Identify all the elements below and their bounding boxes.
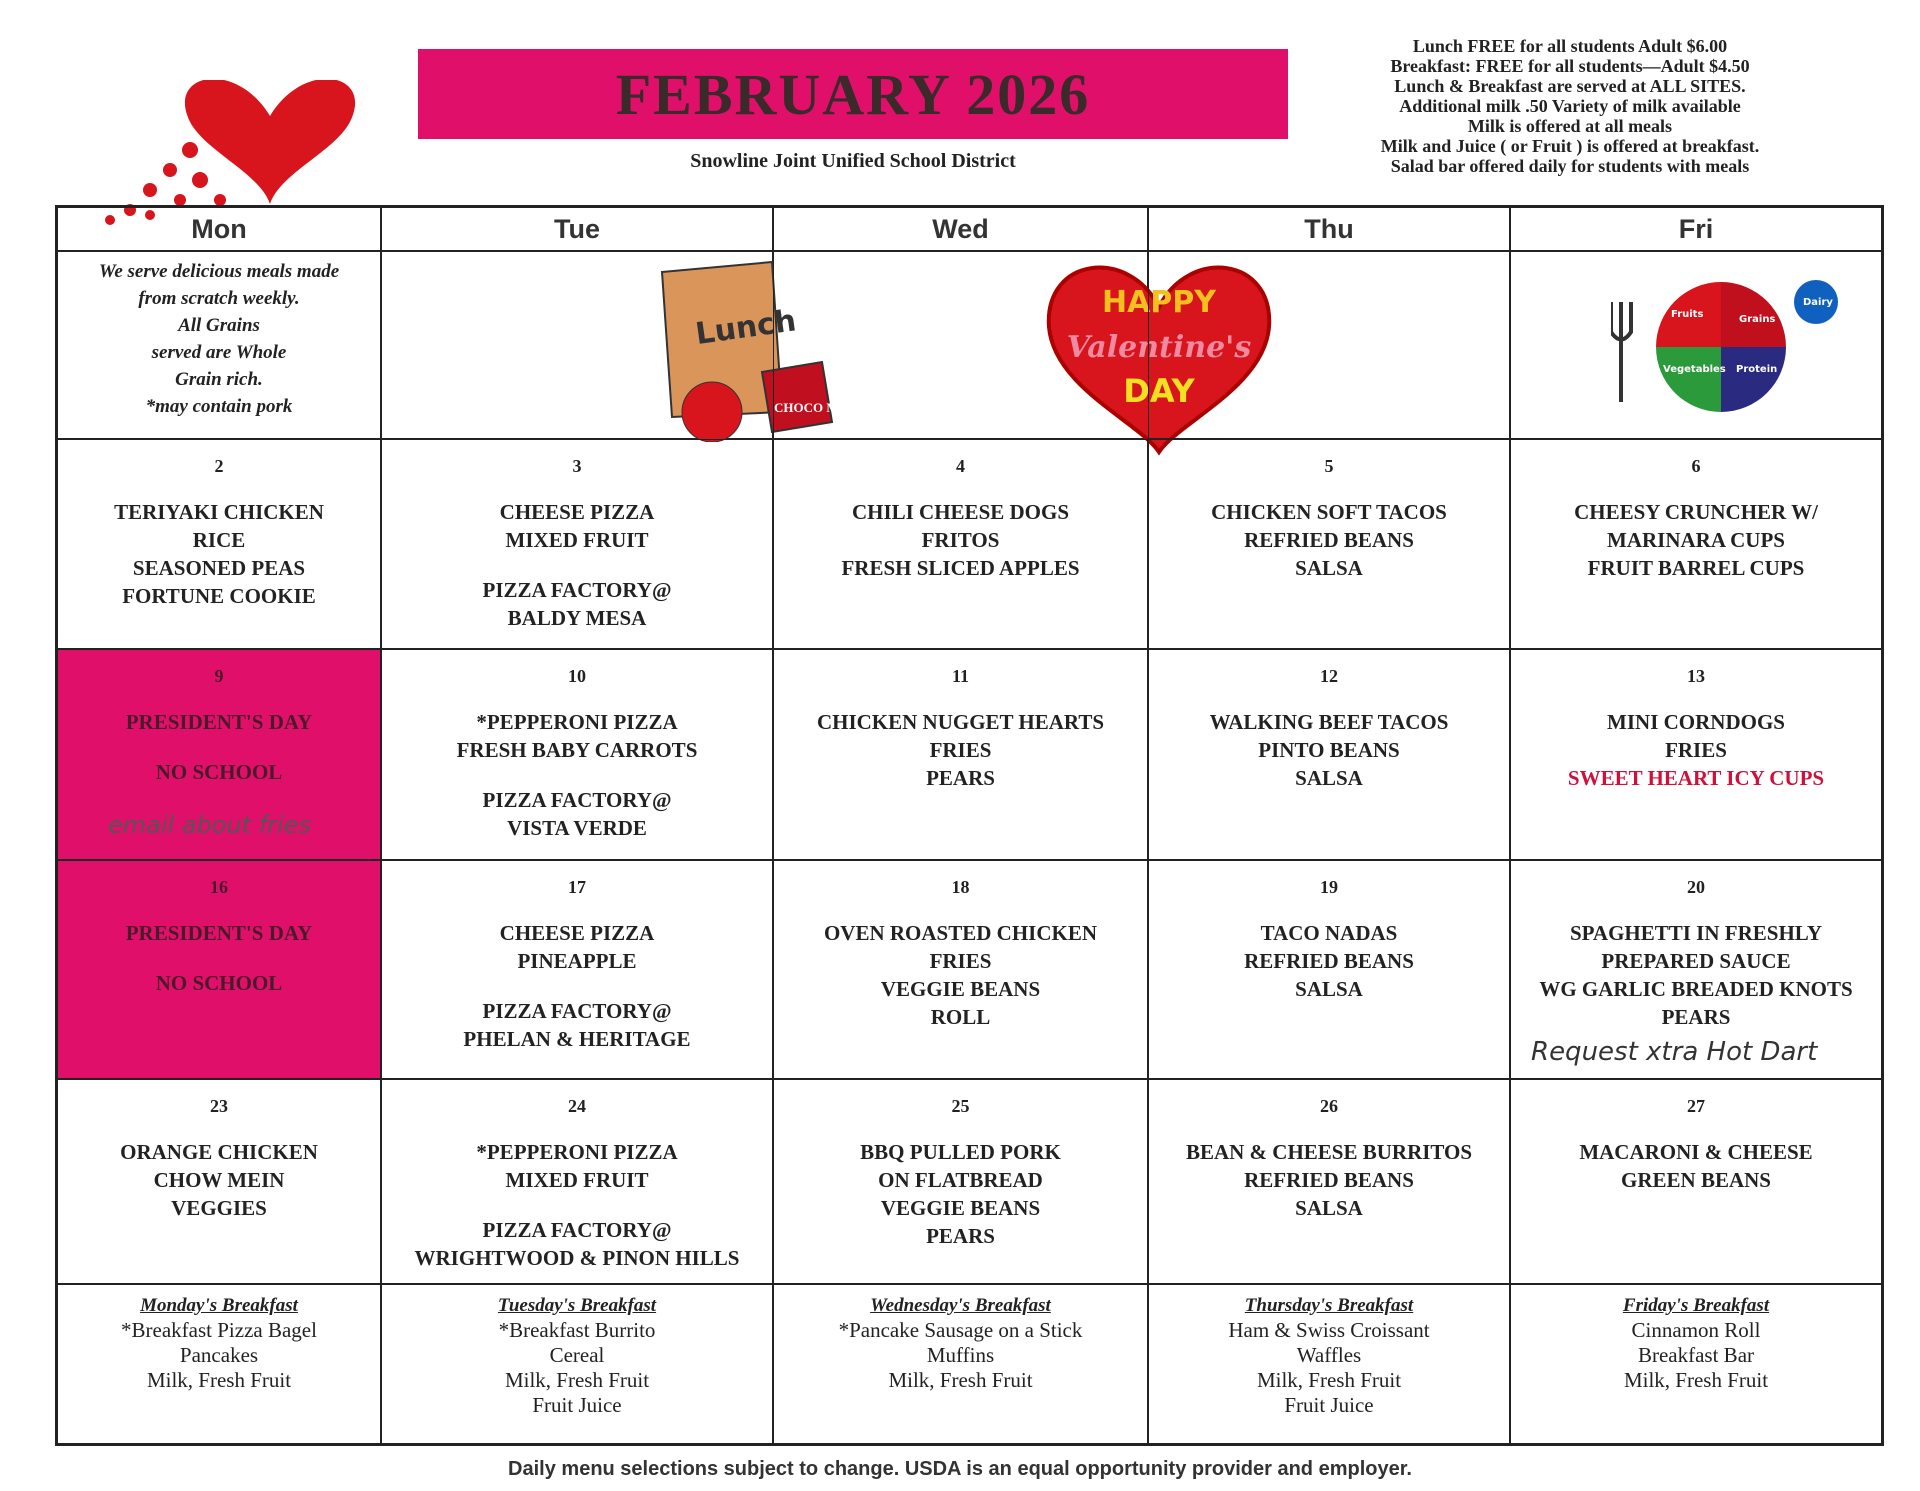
- menu-item: CHILI CHEESE DOGS: [851, 500, 1070, 524]
- date-number: 2: [214, 456, 224, 476]
- menu-item: ORANGE CHICKEN: [120, 1140, 318, 1164]
- menu-item: CHEESE PIZZA: [499, 500, 655, 524]
- menu-item: CHEESE PIZZA: [499, 921, 655, 945]
- breakfast-title: Thursday's Breakfast: [1244, 1295, 1414, 1316]
- menu-item: RICE: [192, 528, 246, 552]
- menu-item: PIZZA FACTORY@: [482, 999, 672, 1023]
- date-number: 27: [1687, 1096, 1705, 1116]
- breakfast-item: Milk, Fresh Fruit: [1256, 1368, 1402, 1392]
- menu-item: [382, 764, 772, 786]
- day-cell-9: [57, 649, 381, 860]
- menu-item: CHOW MEIN: [153, 1168, 285, 1192]
- date-number: 10: [568, 666, 586, 686]
- empty-cell: [1148, 251, 1510, 439]
- breakfast-title: Wednesday's Breakfast: [870, 1295, 1051, 1316]
- svg-text:Dairy: Dairy: [1803, 297, 1833, 308]
- info-line: Lunch & Breakfast are served at ALL SITES.: [1394, 76, 1746, 96]
- menu-item: WRIGHTWOOD & PINON HILLS: [414, 1246, 740, 1270]
- breakfast-title: Tuesday's Breakfast: [497, 1295, 657, 1316]
- menu-item: SALSA: [1295, 1196, 1363, 1220]
- svg-text:Fruits: Fruits: [1671, 309, 1704, 320]
- menu-item: [58, 947, 380, 969]
- breakfast-item: Muffins: [926, 1343, 995, 1367]
- breakfast-item: Milk, Fresh Fruit: [888, 1368, 1033, 1392]
- date-number: 18: [951, 877, 970, 897]
- menu-item: FRESH SLICED APPLES: [841, 556, 1080, 580]
- menu-item: REFRIED BEANS: [1244, 528, 1414, 552]
- menu-item: PRESIDENT'S DAY: [125, 921, 313, 945]
- day-cell-4: [773, 439, 1148, 649]
- day-cell-18: [773, 860, 1148, 1079]
- menu-item: SEASONED PEAS: [132, 556, 306, 580]
- date-number: 20: [1687, 877, 1705, 897]
- menu-item: FRIES: [929, 949, 992, 973]
- info-line: Salad bar offered daily for students with meals: [1390, 156, 1750, 176]
- date-number: 25: [951, 1096, 970, 1116]
- menu-item: ON FLATBREAD: [878, 1168, 1043, 1192]
- menu-item: [382, 1194, 772, 1216]
- menu-item: FRESH BABY CARROTS: [456, 738, 698, 762]
- menu-item: BBQ PULLED PORK: [860, 1140, 1061, 1164]
- breakfast-title: Friday's Breakfast: [1622, 1295, 1770, 1316]
- breakfast-item: *Breakfast Pizza Bagel: [121, 1318, 317, 1342]
- menu-item: MINI CORNDOGS: [1607, 710, 1785, 734]
- menu-item: WALKING BEEF TACOS: [1209, 710, 1449, 734]
- menu-item: PIZZA FACTORY@: [482, 1218, 672, 1242]
- breakfast-item: *Breakfast Burrito: [498, 1318, 656, 1342]
- svg-text:HAPPY: HAPPY: [1101, 285, 1217, 320]
- myplate-cell: [1510, 251, 1882, 439]
- breakfast-item: Milk, Fresh Fruit: [1623, 1368, 1769, 1392]
- handwritten-note: email about fries: [108, 811, 311, 839]
- valentine-art-cell: [773, 251, 1252, 439]
- menu-item: SWEET HEART ICY CUPS: [1567, 766, 1825, 790]
- menu-item: REFRIED BEANS: [1244, 1168, 1414, 1192]
- myplate-icon: [1611, 272, 1851, 422]
- menu-item: CHEESY CRUNCHER W/: [1574, 500, 1818, 524]
- menu-item: REFRIED BEANS: [1244, 949, 1414, 973]
- day-cell-16: [57, 860, 381, 1079]
- menu-item: GREEN BEANS: [1621, 1168, 1771, 1192]
- date-number: 11: [951, 666, 969, 686]
- breakfast-item: *Pancake Sausage on a Stick: [838, 1318, 1083, 1342]
- breakfast-cell: [57, 1284, 381, 1444]
- intro-line: served are Whole: [151, 342, 287, 363]
- menu-item: PINEAPPLE: [517, 949, 637, 973]
- date-number: 16: [210, 877, 228, 897]
- menu-item: MIXED FRUIT: [505, 1168, 649, 1192]
- date-number: 6: [1691, 456, 1701, 476]
- menu-item: FRITOS: [921, 528, 1000, 552]
- menu-item: PIZZA FACTORY@: [482, 788, 672, 812]
- menu-item: [382, 554, 772, 576]
- menu-item: SPAGHETTI IN FRESHLY: [1569, 921, 1823, 945]
- date-number: 13: [1687, 666, 1705, 686]
- intro-line: We serve delicious meals made: [98, 261, 340, 282]
- day-cell-27: [1510, 1079, 1882, 1284]
- menu-item: OVEN ROASTED CHICKEN: [823, 921, 1098, 945]
- menu-item: *PEPPERONI PIZZA: [476, 1140, 678, 1164]
- date-number: 4: [956, 456, 965, 476]
- intro-line: from scratch weekly.: [138, 288, 300, 309]
- menu-item: PEARS: [1661, 1005, 1731, 1029]
- menu-item: MARINARA CUPS: [1607, 528, 1785, 552]
- pricing-info: [1370, 36, 1770, 176]
- menu-item: VEGGIE BEANS: [880, 1196, 1041, 1220]
- menu-item: FRIES: [929, 738, 992, 762]
- lunch-art-cell: [381, 251, 863, 439]
- menu-item: MIXED FRUIT: [505, 528, 649, 552]
- svg-text:Lunch: Lunch: [693, 303, 799, 353]
- svg-text:Valentine's: Valentine's: [1066, 330, 1252, 365]
- day-cell-6: [1510, 439, 1882, 649]
- svg-text:Grains: Grains: [1739, 314, 1776, 325]
- date-number: 23: [210, 1096, 228, 1116]
- menu-item: VEGGIE BEANS: [880, 977, 1041, 1001]
- breakfast-title: Monday's Breakfast: [140, 1295, 298, 1316]
- day-cell-24: [381, 1079, 773, 1284]
- breakfast-item: Milk, Fresh Fruit: [504, 1368, 650, 1392]
- page-title: FEBRUARY 2026: [615, 61, 1091, 127]
- menu-item: SALSA: [1295, 977, 1363, 1001]
- breakfast-cell: [773, 1284, 1148, 1444]
- day-cell-11: [773, 649, 1148, 860]
- menu-item: PREPARED SAUCE: [1601, 949, 1791, 973]
- day-header-tue: Tue: [381, 207, 773, 251]
- day-header-wed: Wed: [773, 207, 1148, 251]
- menu-item: PEARS: [926, 766, 995, 790]
- day-cell-13: [1510, 649, 1882, 860]
- breakfast-cell: [1148, 1284, 1510, 1444]
- day-cell-25: [773, 1079, 1148, 1284]
- menu-item: ROLL: [930, 1005, 991, 1029]
- menu-item: SALSA: [1295, 556, 1363, 580]
- menu-item: SALSA: [1295, 766, 1363, 790]
- day-cell-12: [1148, 649, 1510, 860]
- intro-line: *may contain pork: [145, 396, 293, 417]
- menu-item: [58, 736, 380, 758]
- day-cell-20: [1510, 860, 1882, 1079]
- menu-item: PRESIDENT'S DAY: [125, 710, 313, 734]
- day-cell-26: [1148, 1079, 1510, 1284]
- info-line: Additional milk .50 Variety of milk available: [1399, 96, 1741, 116]
- day-cell-3: [381, 439, 773, 649]
- menu-item: PEARS: [926, 1224, 995, 1248]
- menu-calendar: [55, 205, 1884, 1446]
- info-line: Breakfast: FREE for all students—Adult $4.50: [1390, 56, 1750, 76]
- menu-item: PINTO BEANS: [1258, 738, 1400, 762]
- day-cell-17: [381, 860, 773, 1079]
- menu-item: VEGGIES: [171, 1196, 267, 1220]
- breakfast-item: Cinnamon Roll: [1631, 1318, 1761, 1342]
- menu-item: BEAN & CHEESE BURRITOS: [1185, 1140, 1473, 1164]
- date-number: 12: [1320, 666, 1338, 686]
- day-cell-23: [57, 1079, 381, 1284]
- menu-item: TACO NADAS: [1260, 921, 1398, 945]
- breakfast-item: Fruit Juice: [1284, 1393, 1374, 1417]
- breakfast-item: Pancakes: [179, 1343, 259, 1367]
- day-header-fri: Fri: [1510, 207, 1882, 251]
- day-cell-10: [381, 649, 773, 860]
- breakfast-item: Fruit Juice: [532, 1393, 622, 1417]
- menu-item: [382, 975, 772, 997]
- date-number: 17: [568, 877, 586, 897]
- intro-line: All Grains: [178, 315, 260, 336]
- menu-item: WG GARLIC BREADED KNOTS: [1539, 977, 1853, 1001]
- handwritten-note: Request xtra Hot Dart: [1531, 1037, 1818, 1067]
- date-number: 19: [1320, 877, 1338, 897]
- footer-disclaimer: Daily menu selections subject to change. USDA is an equal opportunity provider and employer.: [508, 1458, 1412, 1480]
- day-cell-2: [57, 439, 381, 649]
- breakfast-cell: [381, 1284, 773, 1444]
- menu-item: CHICKEN NUGGET HEARTS: [816, 710, 1105, 734]
- title-banner: [418, 49, 1288, 139]
- date-number: 3: [572, 456, 582, 476]
- svg-text:Protein: Protein: [1736, 364, 1778, 375]
- svg-text:DAY: DAY: [1123, 372, 1195, 410]
- menu-item: MACARONI & CHEESE: [1579, 1140, 1813, 1164]
- menu-item: *PEPPERONI PIZZA: [476, 710, 678, 734]
- breakfast-item: Cereal: [549, 1343, 605, 1367]
- day-header-thu: Thu: [1148, 207, 1510, 251]
- day-cell-5: [1148, 439, 1510, 649]
- breakfast-item: Milk, Fresh Fruit: [146, 1368, 292, 1392]
- date-number: 5: [1324, 456, 1334, 476]
- info-line: Lunch FREE for all students Adult $6.00: [1412, 36, 1728, 56]
- date-number: 26: [1320, 1096, 1338, 1116]
- breakfast-item: Ham & Swiss Croissant: [1228, 1318, 1430, 1342]
- menu-item: NO SCHOOL: [155, 971, 283, 995]
- breakfast-item: Waffles: [1296, 1343, 1362, 1367]
- district-name: Snowline Joint Unified School District: [690, 150, 1016, 172]
- breakfast-item: Breakfast Bar: [1637, 1343, 1755, 1367]
- info-line: Milk and Juice ( or Fruit ) is offered at breakfast.: [1380, 136, 1760, 156]
- day-header-mon: Mon: [57, 207, 381, 251]
- date-number: 24: [568, 1096, 586, 1116]
- menu-item: TERIYAKI CHICKEN: [114, 500, 324, 524]
- menu-item: FRUIT BARREL CUPS: [1587, 556, 1805, 580]
- intro-line: Grain rich.: [175, 369, 263, 390]
- date-number: 9: [214, 666, 224, 686]
- menu-item: PHELAN & HERITAGE: [463, 1027, 691, 1051]
- menu-item: VISTA VERDE: [507, 816, 647, 840]
- intro-note: [57, 251, 381, 439]
- breakfast-cell: [1510, 1284, 1882, 1444]
- menu-item: NO SCHOOL: [155, 760, 283, 784]
- menu-item: CHICKEN SOFT TACOS: [1211, 500, 1447, 524]
- menu-item: BALDY MESA: [507, 606, 647, 630]
- menu-item: PIZZA FACTORY@: [482, 578, 672, 602]
- info-line: Milk is offered at all meals: [1467, 116, 1673, 136]
- svg-text:CHOCO MILK: CHOCO MILK: [774, 400, 863, 415]
- svg-text:Vegetables: Vegetables: [1663, 364, 1726, 375]
- menu-item: FRIES: [1665, 738, 1727, 762]
- menu-item: FORTUNE COOKIE: [122, 584, 316, 608]
- day-cell-19: [1148, 860, 1510, 1079]
